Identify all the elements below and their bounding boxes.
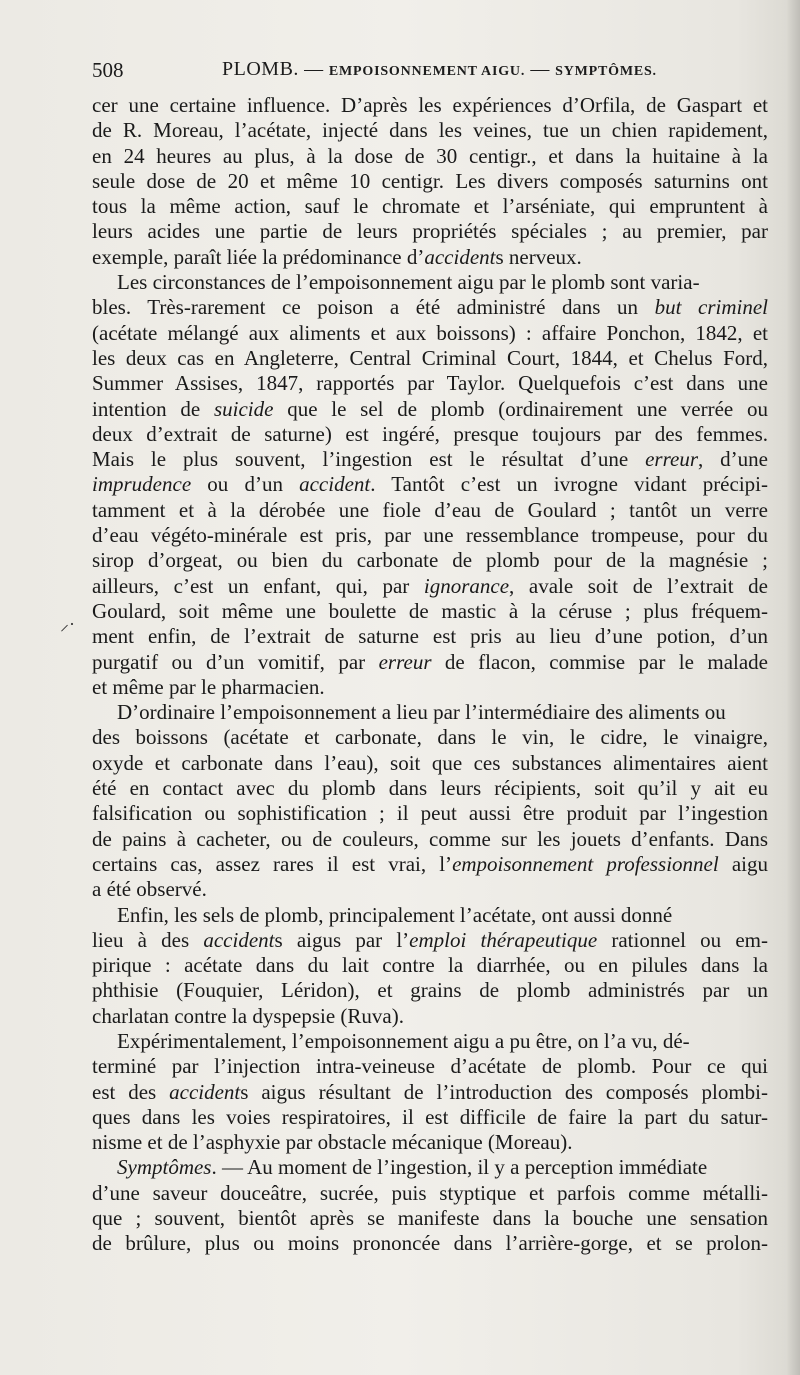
running-head-separator-1: — (304, 59, 324, 80)
text-line: Enfin, les sels de plomb, principalement l’acétate, ont aussi donné (117, 902, 673, 927)
text-line: exemple, paraît liée la prédominance d’accidents nerveux. (92, 244, 582, 269)
text-line: pirique : acétate dans du lait contre la diarrhée, ou en pilules dans la (92, 953, 768, 978)
margin-annotation-mark: ⸝· (60, 614, 75, 634)
running-head (222, 58, 657, 81)
running-head-subtitle-2: SYMPTÔMES. (555, 64, 657, 79)
text-line: Symptômes. — Au moment de l’ingestion, il y a perception immédiate (117, 1155, 708, 1180)
text-line: ques dans les voies respiratoires, il est difficile de faire la part du satur- (92, 1104, 768, 1129)
page-number: 508 (92, 58, 124, 82)
text-line: ment enfin, de l’extrait de saturne est pris au lieu d’une potion, d’un (92, 624, 768, 649)
text-line: falsification ou sophistification ; il peut aussi être produit par l’ingestion (92, 801, 768, 826)
text-line: d’eau végéto-minérale est pris, par une ressemblance trompeuse, pour du (92, 523, 768, 548)
text-line: en 24 heures au plus, à la dose de 30 centigr., et dans la huitaine à la (92, 143, 768, 168)
text-line: cer une certaine influence. D’après les expériences d’Orfila, de Gaspart et (92, 93, 768, 117)
text-line: imprudence ou d’un accident. Tantôt c’est un ivrogne vidant précipi- (92, 472, 768, 497)
text-line: tous la même action, sauf le chromate et l’arséniate, qui empruntent à (92, 194, 768, 219)
running-head-separator-2: — (530, 59, 550, 80)
text-line: charlatan contre la dyspepsie (Ruva). (92, 1003, 404, 1028)
text-line: leurs acides une partie de leurs propriétés spéciales ; au premier, par (92, 219, 768, 244)
text-line: ailleurs, c’est un enfant, qui, par ignorance, avale soit de l’extrait de (92, 573, 768, 598)
text-line: deux d’extrait de saturne) est ingéré, presque toujours par des femmes. (92, 421, 768, 446)
text-line: seule dose de 20 et même 10 centigr. Les divers composés saturnins ont (92, 168, 768, 193)
text-line: de pains à cacheter, ou de couleurs, comme sur les jouets d’enfants. Dans (92, 826, 768, 851)
body-text (92, 93, 768, 1257)
text-line: de brûlure, plus ou moins prononcée dans l’arrière-gorge, et se prolon- (92, 1231, 768, 1256)
text-line: des boissons (acétate et carbonate, dans le vin, le cidre, le vinaigre, (92, 725, 768, 750)
text-line: oxyde et carbonate dans l’eau), soit que ces substances alimentaires aient (92, 750, 768, 775)
text-line: les deux cas en Angleterre, Central Criminal Court, 1844, et Chelus Ford, (92, 345, 768, 370)
text-line: terminé par l’injection intra-veineuse d’acétate de plomb. Pour ce qui (92, 1054, 768, 1079)
text-line: nisme et de l’asphyxie par obstacle mécanique (Moreau). (92, 1130, 573, 1155)
text-line: est des accidents aigus résultant de l’introduction des composés plombi- (92, 1079, 768, 1104)
text-line: Summer Assises, 1847, rapportés par Taylor. Quelquefois c’est dans une (92, 371, 768, 396)
text-line: D’ordinaire l’empoisonnement a lieu par l’intermédiaire des aliments ou (117, 700, 726, 725)
text-line: phthisie (Fouquier, Léridon), et grains de plomb administrés par un (92, 978, 768, 1003)
text-line: lieu à des accidents aigus par l’emploi thérapeutique rationnel ou em- (92, 927, 768, 952)
running-head-title: PLOMB. (222, 58, 299, 80)
text-line: tamment et à la dérobée une fiole d’eau de Goulard ; tantôt un verre (92, 497, 768, 522)
text-line: purgatif ou d’un vomitif, par erreur de flacon, commise par le malade (92, 649, 768, 674)
text-line: (acétate mélangé aux aliments et aux boissons) : affaire Ponchon, 1842, et (92, 320, 768, 345)
text-line: Goulard, soit même une boulette de mastic à la céruse ; plus fréquem- (92, 598, 768, 623)
text-line: Les circonstances de l’empoisonnement aigu par le plomb sont varia- (117, 270, 700, 295)
text-line: d’une saveur douceâtre, sucrée, puis styptique et parfois comme métalli- (92, 1180, 768, 1205)
text-line: été en contact avec du plomb dans leurs récipients, soit qu’il y ait eu (92, 776, 768, 801)
text-line: Mais le plus souvent, l’ingestion est le résultat d’une erreur, d’une (92, 447, 768, 472)
page-header (92, 58, 764, 86)
page-edge-shadow (786, 0, 800, 1375)
text-line: a été observé. (92, 877, 207, 902)
text-line: bles. Très-rarement ce poison a été administré dans un but criminel (92, 295, 768, 320)
text-line: que ; souvent, bientôt après se manifeste dans la bouche une sensation (92, 1206, 768, 1231)
running-head-subtitle-1: EMPOISONNEMENT AIGU. (328, 64, 526, 79)
text-line: de R. Moreau, l’acétate, injecté dans les veines, tue un chien rapidement, (92, 118, 768, 143)
text-line: sirop d’orgeat, ou bien du carbonate de plomb pour de la magnésie ; (92, 548, 768, 573)
text-line: Expérimentalement, l’empoisonnement aigu a pu être, on l’a vu, dé- (117, 1028, 690, 1053)
text-line: intention de suicide que le sel de plomb (ordinairement une verrée ou (92, 396, 768, 421)
text-line: certains cas, assez rares il est vrai, l’empoisonnement professionnel aigu (92, 851, 768, 876)
text-line: et même par le pharmacien. (92, 674, 325, 699)
